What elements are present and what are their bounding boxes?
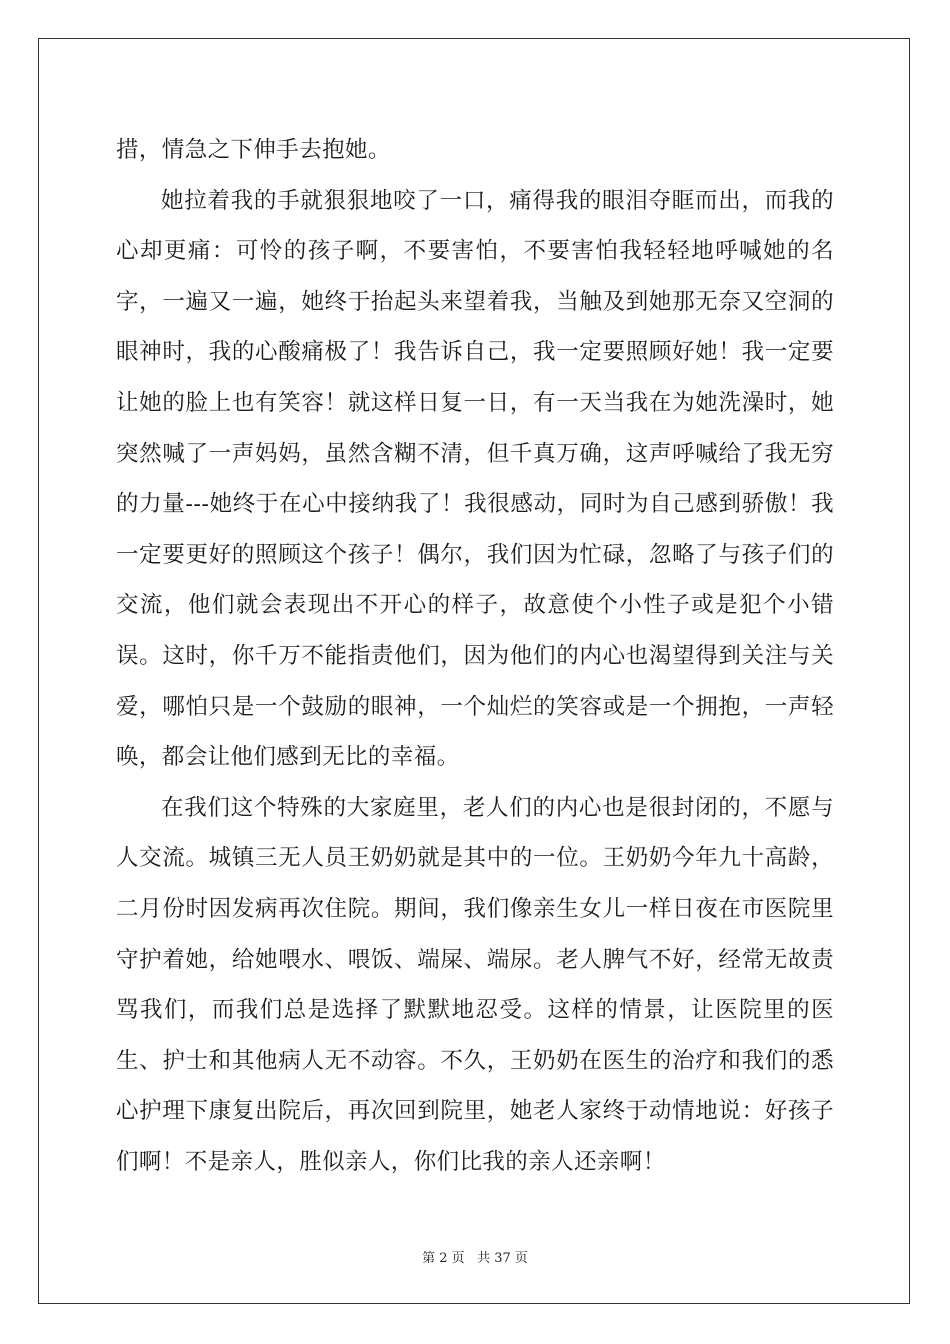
document-body bbox=[116, 125, 834, 1187]
paragraph-continuation: 措，情急之下伸手去抱她。 bbox=[116, 137, 391, 163]
page-footer bbox=[0, 1247, 950, 1266]
paragraph-child-story: 她拉着我的手就狠狠地咬了一口，痛得我的眼泪夺眶而出，而我的心却更痛：可怜的孩子啊，不要害怕，不要害怕我轻轻地呼喊她的名字，一遍又一遍，她终于抬起头来望着我，当触及到她那无奈又空洞的眼神时，我的心酸痛极了！我告诉自己，我一定要照顾好她！我一定要让她的脸上也有笑容！就这样日复一日，有一天当我在为她洗澡时，她突然喊了一声妈妈，虽然含糊不清，但千真万确，这声呼喊给了我无穷的力量---她终于在心中接纳我了！我很感动，同时为自己感到骄傲！我一定要更好的照顾这个孩子！偶尔，我们因为忙碌，忽略了与孩子们的交流，他们就会表现出不开心的样子，故意使个小性子或是犯个小错误。这时，你千万不能指责他们，因为他们的内心也渴望得到关注与关爱，哪怕只是一个鼓励的眼神，一个灿烂的笑容或是一个拥抱，一声轻唤，都会让他们感到无比的幸福。 bbox=[116, 187, 834, 771]
paragraph-elderly-story: 在我们这个特殊的大家庭里，老人们的内心也是很封闭的，不愿与人交流。城镇三无人员王奶奶就是其中的一位。王奶奶今年九十高龄，二月份时因发病再次住院。期间，我们像亲生女儿一样日夜在市医院里守护着她，给她喂水、喂饭、端屎、端尿。老人脾气不好，经常无故责骂我们，而我们总是选择了默默地忍受。这样的情景，让医院里的医生、护士和其他病人无不动容。不久，王奶奶在医生的治疗和我们的悉心护理下康复出院后，再次回到院里，她老人家终于动情地说：好孩子们啊！不是亲人，胜似亲人，你们比我的亲人还亲啊！ bbox=[116, 794, 834, 1175]
page-total: 共 37 页 bbox=[477, 1251, 528, 1266]
page-number: 第 2 页 bbox=[422, 1251, 465, 1266]
